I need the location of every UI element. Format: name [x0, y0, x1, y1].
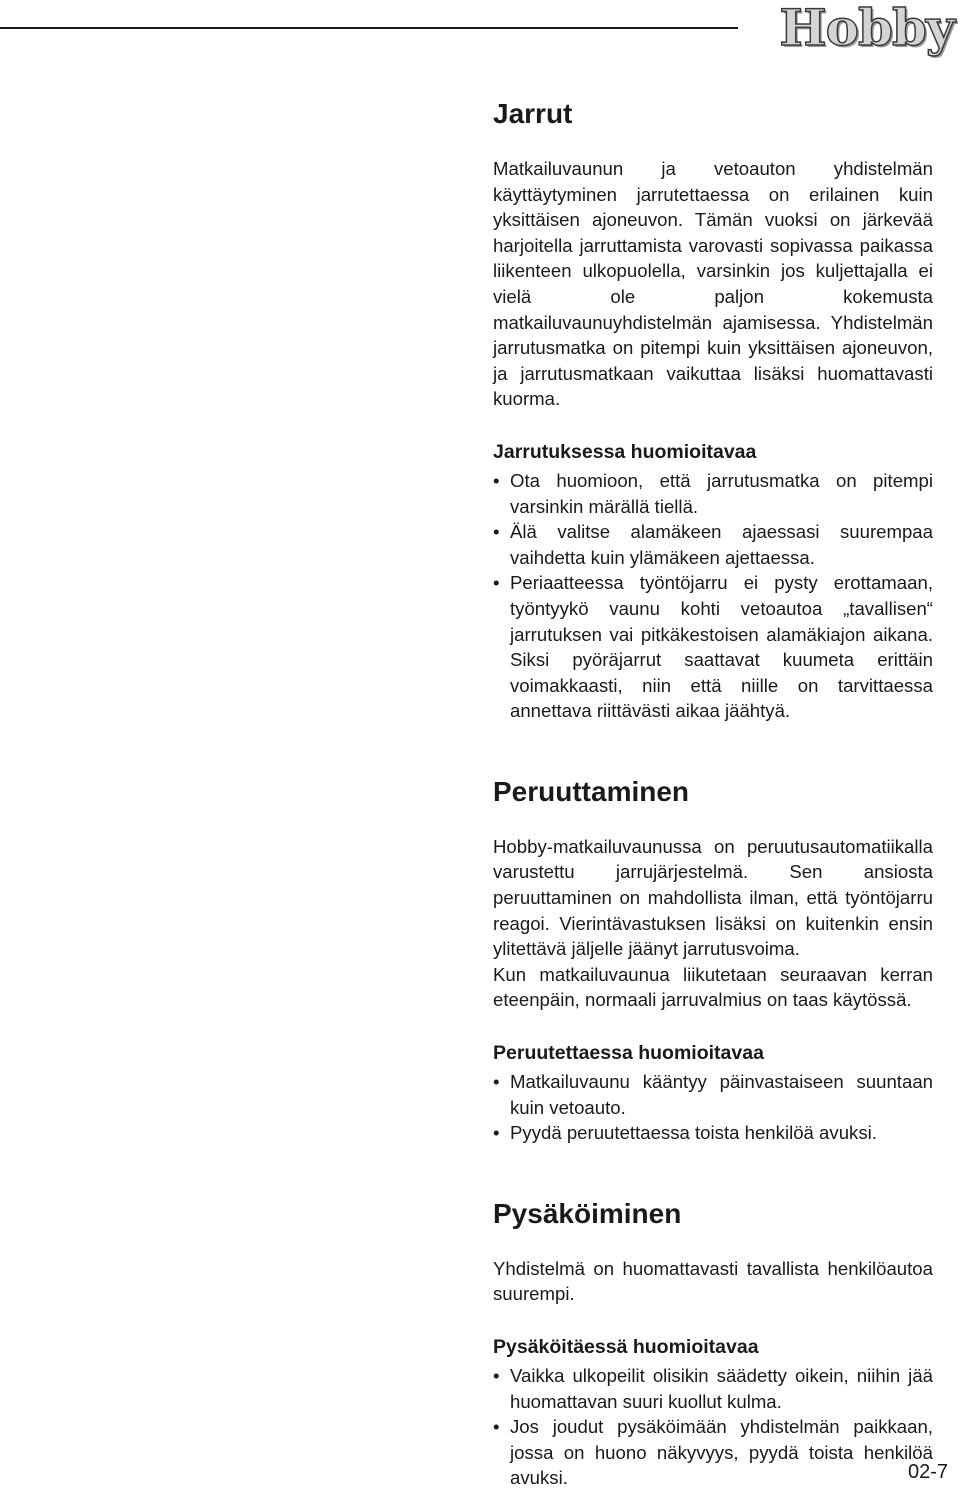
subheading: Jarrutuksessa huomioitavaa — [493, 440, 757, 463]
section-jarrut — [493, 94, 933, 724]
list-item: • Älä valitse alamäkeen ajaessasi suurempaa vaihdetta kuin ylämäkeen ajettaessa. — [493, 519, 933, 570]
section-body — [493, 834, 933, 1013]
list-item: • Pyydä peruutettaessa toista henkilöä avuksi. — [493, 1120, 933, 1146]
section-title: Peruuttaminen — [493, 775, 690, 807]
bullet-list — [493, 468, 933, 724]
main-content — [493, 94, 933, 1491]
header-rule — [0, 27, 738, 29]
list-item: • Matkailuvaunu kääntyy päinvastaiseen suuntaan kuin vetoauto. — [493, 1069, 933, 1120]
paragraph: Matkailuvaunun ja vetoauton yhdistelmän käyttäytyminen jarrutettaessa on erilainen kuin yksittäisen ajoneuvon. Tämän vuoksi on järkevää harjoitella jarruttamista varovasti sopivassa paikassa liikenteen ulkopuolella, varsinkin jos kuljettajalla ei vielä ole paljon kokemusta matkailuvaunuyhdistelmän ajamisessa. Yhdistelmän jarrutusmatka on pitempi kuin yksittäisen ajoneuvon, ja jarrutusmatkaan vaikuttaa lisäksi huomattavasti kuorma. — [493, 158, 933, 410]
bullet-list — [493, 1363, 933, 1491]
paragraph: Hobby-matkailuvaunussa on peruutusautomatiikalla varustettu jarrujärjestelmä. Sen ansiosta peruuttaminen on mahdollista ilman, että työntöjarru reagoi. Vierintävastuksen lisäksi on kuitenkin ensin ylitettävä jäljelle jäänyt jarrutusvoima. — [493, 835, 933, 960]
list-item: • Ota huomioon, että jarrutusmatka on pitempi varsinkin märällä tiellä. — [493, 468, 933, 519]
section-title: Jarrut — [493, 98, 573, 129]
subheading: Peruutettaessa huomioitavaa — [493, 1042, 764, 1065]
section-title: Pysäköiminen — [493, 1197, 682, 1229]
paragraph: Yhdistelmä on huomattavasti tavallista henkilöautoa suurempi. — [493, 1257, 933, 1305]
bullet-list — [493, 1069, 933, 1146]
list-item: • Vaikka ulkopeilit olisikin säädetty oikein, niihin jää huomattavan suuri kuollut kulma. — [493, 1363, 933, 1414]
list-item: • Periaatteessa työntöjarru ei pysty erottamaan, työntyykö vaunu kohti vetoautoa „tavallisen“ jarrutuksen vai pitkäkestoisen alamäkiajon aikana. Siksi pyöräjarrut saattavat kuumeta erittäin voimakkaasti, niin että niille on tarvittaessa annettava riittävästi aikaa jäähtyä. — [493, 570, 933, 724]
page-number: 02-7 — [907, 1461, 948, 1483]
section-body — [493, 1256, 933, 1307]
section-body — [493, 156, 933, 412]
brand-logo: Hobby — [779, 0, 954, 57]
subheading: Pysäköitäessä huomioitavaa — [493, 1336, 759, 1358]
paragraph: Kun matkailuvaunua liikutetaan seuraavan kerran eteenpäin, normaali jarruvalmius on taas käytössä. — [493, 963, 933, 1011]
list-item: • Jos joudut pysäköimään yhdistelmän paikkaan, jossa on huono näkyvyys, pyydä toista henkilöä avuksi. — [493, 1414, 933, 1491]
section-pysakoiminen — [493, 1194, 933, 1491]
section-peruuttaminen — [493, 772, 933, 1146]
